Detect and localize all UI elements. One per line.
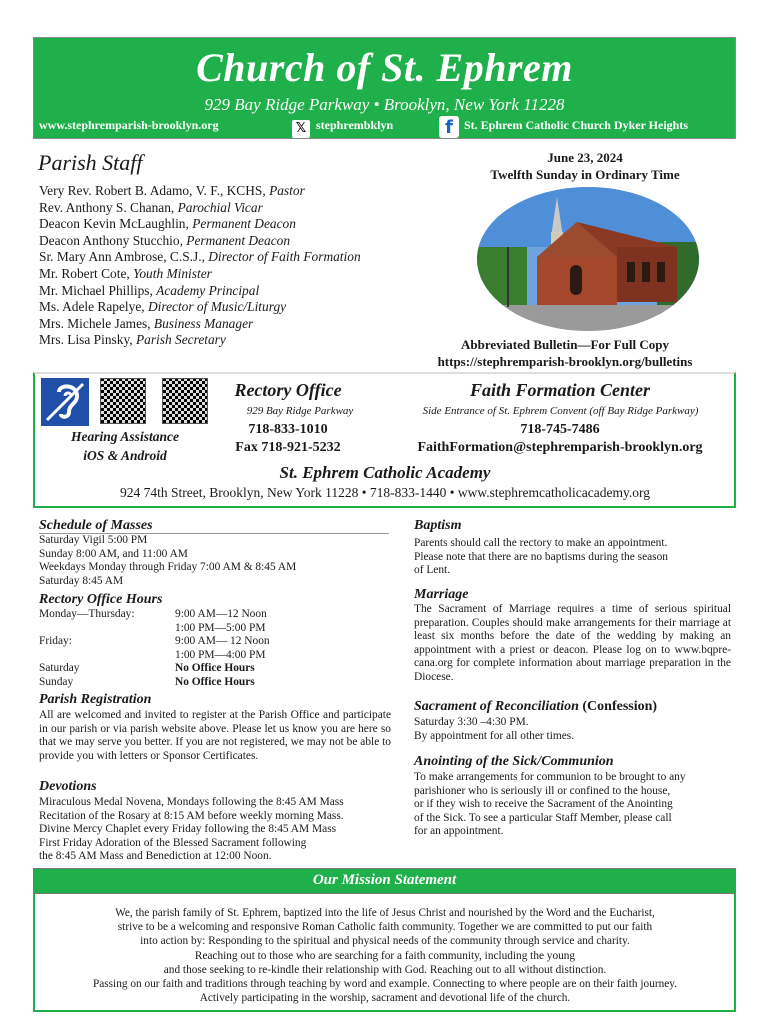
reconciliation-suffix: (Confession) (578, 699, 658, 714)
office-time: 1:00 PM—4:00 PM (175, 648, 266, 661)
devotion-item: the 8:45 AM Mass and Benediction at 12:00 Noon. (39, 850, 272, 862)
header-banner (33, 37, 736, 139)
staff-member (39, 283, 361, 300)
masses-list (39, 534, 296, 588)
anointing-heading: Anointing of the Sick/Communion (414, 754, 614, 769)
rectory-office-heading: Rectory Office (234, 380, 342, 400)
facebook-icon: f (439, 116, 459, 138)
office-hours-table (39, 608, 389, 689)
anointing-line: or if they wish to receive the Sacrament of the Anointing (414, 798, 673, 810)
registration-heading: Parish Registration (39, 692, 152, 707)
staff-role: Pastor (269, 183, 305, 198)
devotion-item: Recitation of the Rosary at 8:15 AM before weekly morning Mass. (39, 809, 344, 822)
devotions-heading: Devotions (39, 779, 97, 794)
academy-info: 924 74th Street, Brooklyn, New York 11228 • 718-833-1440 • www.stephremcatholicacademy.org (120, 485, 650, 500)
mission-line: Passing on our faith and traditions through teaching by word and example. Connecting to where people are on their faith journey. (92, 978, 678, 991)
office-hours-row (39, 635, 389, 649)
reconciliation-title: Sacrament of Reconciliation (414, 699, 579, 714)
office-hours-row (39, 622, 389, 636)
devotion-item: Miraculous Medal Novena, Mondays following the 8:45 AM Mass (39, 796, 344, 808)
rectory-phone-block (218, 421, 358, 457)
staff-role: Permanent Deacon (186, 232, 291, 248)
academy-heading: St. Ephrem Catholic Academy (279, 463, 491, 482)
mass-time: Weekdays Monday through Friday 7:00 AM & 8:45 AM (39, 561, 297, 573)
staff-name: Mrs. Lisa Pinsky, (39, 332, 136, 348)
hearing-assistance-label (55, 427, 195, 465)
faith-formation-email[interactable]: FaithFormation@stephremparish-brooklyn.org (417, 440, 703, 455)
mission-banner (33, 868, 736, 894)
mission-title: Our Mission Statement (312, 872, 457, 888)
staff-member (39, 200, 361, 217)
mission-line: and those seeking to re-kindle their relationship with God. Reaching out to all without distinction. (163, 963, 607, 976)
reconciliation-line: By appointment for all other times. (414, 729, 575, 742)
staff-role: Permanent Deacon (192, 216, 296, 232)
abbreviated-note: Abbreviated Bulletin—For Full Copy (461, 337, 669, 352)
liturgical-occasion: Twelfth Sunday in Ordinary Time (490, 167, 680, 182)
staff-name: Rev. Anthony S. Chanan, (39, 199, 178, 215)
office-time: No Office Hours (175, 662, 255, 674)
staff-member (39, 216, 361, 233)
staff-name: Ms. Adele Rapelye, (39, 299, 148, 315)
office-day: Saturday (39, 662, 80, 674)
staff-list (39, 183, 361, 349)
staff-name: Deacon Kevin McLaughlin, (39, 216, 193, 232)
faith-formation-phone[interactable]: 718-745-7486 (520, 422, 600, 437)
staff-name: Mr. Michael Phillips, (39, 282, 157, 298)
staff-member (39, 299, 361, 316)
baptism-text (414, 537, 734, 578)
staff-name: Mr. Robert Cote, (39, 265, 134, 281)
android-qr-code[interactable] (162, 378, 208, 424)
ios-qr-code[interactable] (100, 378, 146, 424)
faith-formation-address: Side Entrance of St. Ephrem Convent (off Bay Ridge Parkway) (422, 405, 699, 417)
bulletin-date-block (440, 149, 730, 183)
rectory-address: 929 Bay Ridge Parkway (246, 405, 354, 417)
staff-name: Deacon Anthony Stucchio, (39, 232, 187, 248)
mission-line: strive to be a welcoming and responsive Roman Catholic faith community. Together we are committed to put our faith (117, 921, 653, 934)
registration-text: All are welcomed and invited to register at the Parish Office and participate in our parish or via parish website above. Please let us know you are here so that we may serve you better. If you are not registered, we may not be able to provide you with letters or Sponsor Certificates. (39, 709, 391, 762)
mass-time: Saturday Vigil 5:00 PM (39, 534, 148, 546)
office-day: Monday—Thursday: (39, 608, 135, 620)
reconciliation-heading (414, 699, 657, 715)
office-hours-row (39, 608, 389, 622)
parish-staff-heading: Parish Staff (38, 150, 143, 175)
staff-role: Academy Principal (156, 282, 260, 298)
staff-member (39, 316, 361, 333)
reconciliation-text (414, 716, 734, 743)
office-time: 1:00 PM—5:00 PM (175, 621, 266, 634)
baptism-line: of Lent. (414, 564, 451, 576)
anointing-line: of the Sick. To see a particular Staff Member, please call (414, 811, 672, 824)
bulletin-date: June 23, 2024 (547, 150, 623, 165)
staff-member (39, 266, 361, 283)
staff-role: Parochial Vicar (177, 199, 263, 215)
office-hours-row (39, 649, 389, 663)
staff-member (39, 332, 361, 349)
bulletin-note (400, 336, 730, 370)
mission-line: We, the parish family of St. Ephrem, baptized into the life of Jesus Christ and nourished by the Word and the Eucharist, (115, 907, 655, 919)
anointing-text (414, 771, 734, 839)
office-hours-row (39, 676, 389, 690)
mission-statement (40, 906, 730, 1005)
marriage-heading: Marriage (414, 587, 469, 602)
anointing-line: parishioner who is seriously ill or confined to the house, (414, 784, 671, 797)
staff-name: Very Rev. Robert B. Adamo, V. F., KCHS, (39, 183, 270, 198)
mass-time: Saturday 8:45 AM (39, 574, 124, 587)
x-logo-icon: 𝕏 (292, 120, 310, 138)
faith-formation-heading: Faith Formation Center (469, 380, 651, 400)
website-link[interactable]: www.stephremparish-brooklyn.org (39, 118, 219, 132)
hearing-assistance-icon (41, 378, 89, 426)
marriage-text: The Sacrament of Marriage requires a time of serious spiritual preparation. Couples should make arrangements for their marriage at least six months before the date of the wedding by making an appointment with a priest or deacon. Please log on to www.bqpre-cana.org for complete information about marriage preparation in the Diocese. (414, 603, 731, 683)
staff-role: Business Manager (153, 315, 254, 331)
office-time: 9:00 AM—12 Noon (175, 608, 267, 620)
office-time: No Office Hours (175, 675, 255, 688)
mass-time: Sunday 8:00 AM, and 11:00 AM (39, 547, 188, 560)
staff-role: Director of Music/Liturgy (147, 299, 287, 315)
mission-line: Actively participating in the worship, sacrament and devotional life of the church. (199, 992, 571, 1005)
staff-name: Mrs. Michele James, (39, 315, 154, 331)
staff-name: Sr. Mary Ann Ambrose, C.S.J., (39, 249, 209, 265)
reconciliation-line: Saturday 3:30 –4:30 PM. (414, 716, 529, 728)
bulletin-url[interactable]: https://stephremparish-brooklyn.org/bulletins (437, 354, 693, 369)
church-address: 929 Bay Ridge Parkway • Brooklyn, New York 11228 (204, 95, 565, 114)
baptism-line: Please note that there are no baptisms during the season (414, 550, 669, 563)
staff-role: Parish Secretary (135, 332, 226, 348)
mission-line: into action by: Responding to the spiritual and physical needs of the community through service and charity. (140, 935, 630, 948)
staff-role: Director of Faith Formation (208, 249, 361, 265)
office-hours-heading: Rectory Office Hours (39, 592, 163, 607)
rectory-phone[interactable]: 718-833-1010 (248, 422, 328, 437)
office-hours-row (39, 662, 389, 676)
faith-formation-contact (400, 421, 720, 457)
devotion-item: Divine Mercy Chaplet every Friday following the 8:45 AM Mass (39, 823, 337, 835)
facebook-page-name[interactable]: St. Ephrem Catholic Church Dyker Heights (464, 118, 689, 132)
staff-member (39, 249, 361, 266)
anointing-line: for an appointment. (414, 825, 504, 837)
devotion-item: First Friday Adoration of the Blessed Sacrament following (39, 836, 307, 849)
devotions-list (39, 796, 399, 864)
twitter-handle[interactable]: stephrembklyn (316, 118, 394, 132)
office-day: Sunday (39, 675, 74, 688)
rectory-fax: Fax 718-921-5232 (235, 440, 341, 455)
staff-role: Youth Minister (133, 265, 212, 281)
masses-heading: Schedule of Masses (39, 518, 153, 533)
staff-member (39, 233, 361, 250)
mission-line: Reaching out to those who are searching for a faith community, including the young (194, 949, 576, 962)
staff-member (39, 183, 361, 200)
office-time: 9:00 AM— 12 Noon (175, 635, 270, 647)
church-title: Church of St. Ephrem (196, 45, 573, 90)
hearing-line-1: Hearing Assistance (71, 429, 179, 444)
hearing-line-2: iOS & Android (83, 448, 167, 463)
baptism-line: Parents should call the rectory to make an appointment. (414, 537, 668, 549)
baptism-heading: Baptism (414, 518, 462, 533)
church-photo (477, 187, 699, 331)
office-day: Friday: (39, 635, 72, 647)
anointing-line: To make arrangements for communion to be brought to any (414, 771, 686, 783)
